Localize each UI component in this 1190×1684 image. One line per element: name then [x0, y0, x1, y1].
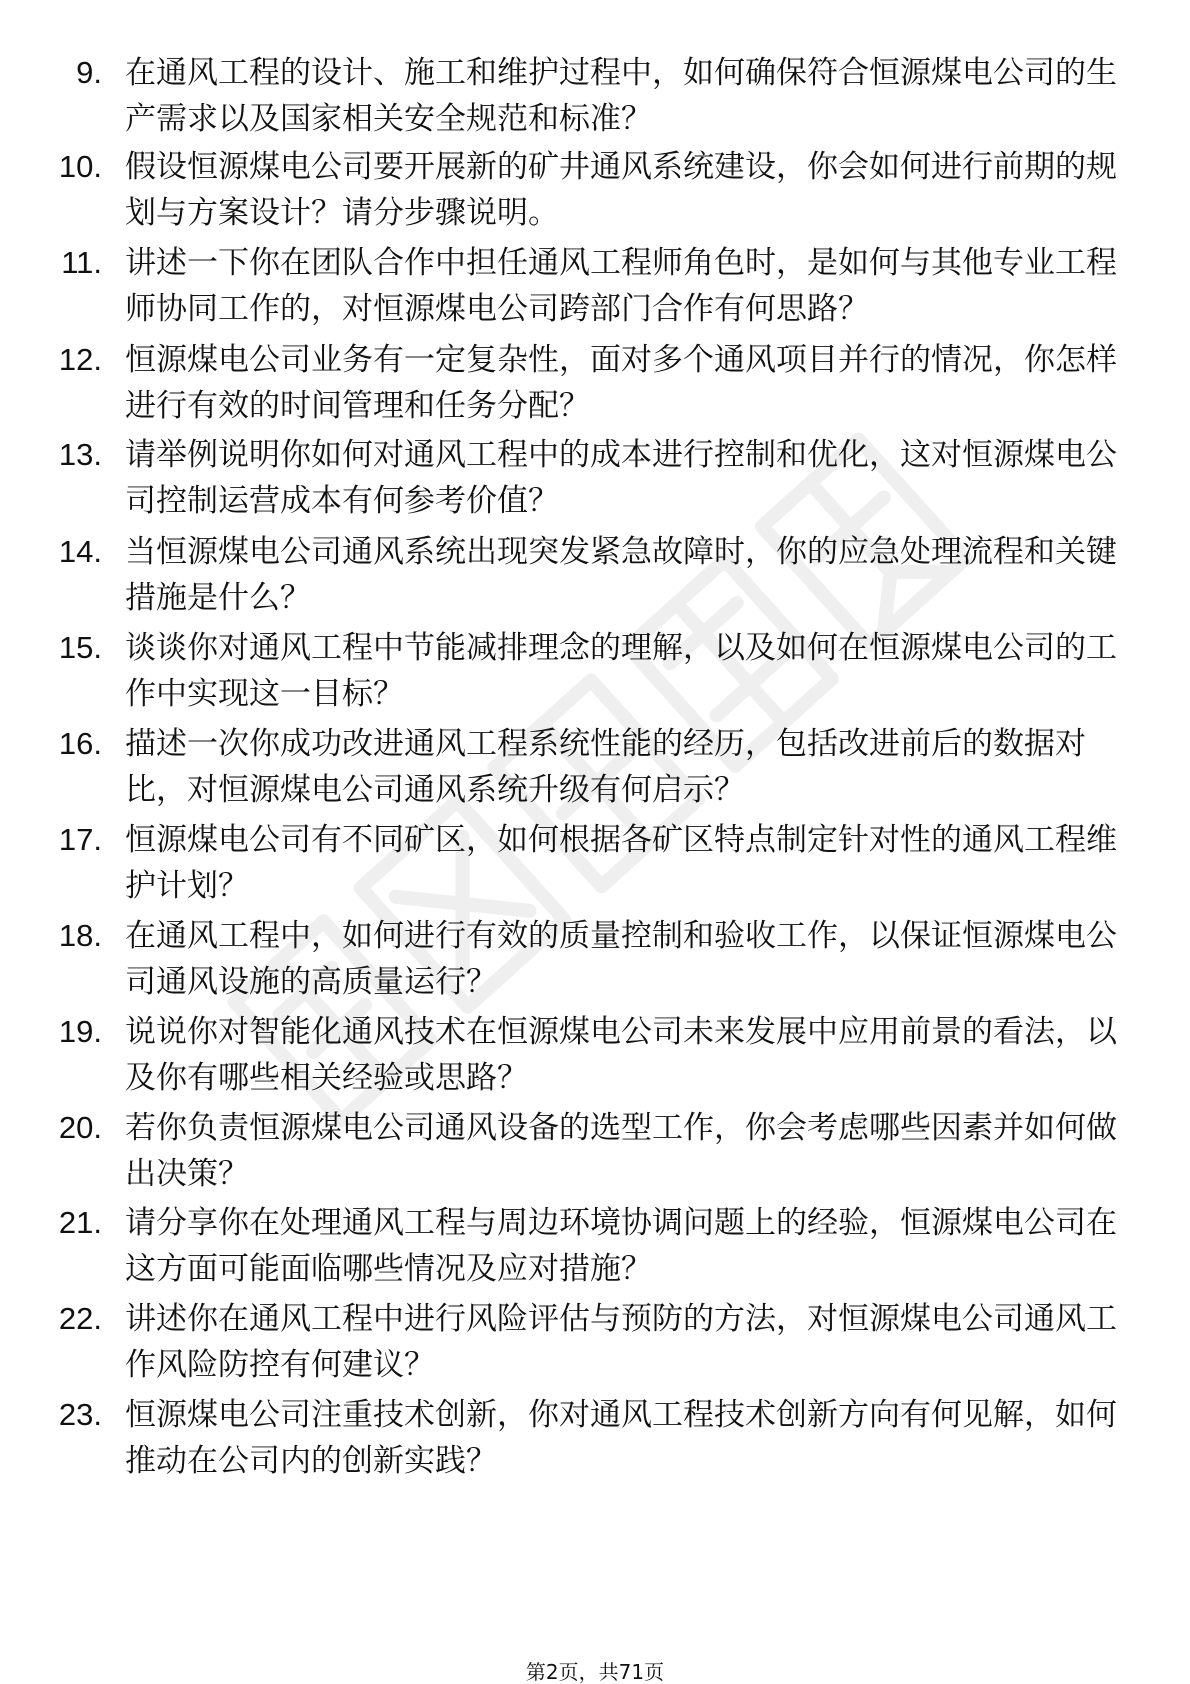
question-number: 13. [58, 437, 102, 472]
question-item [0, 529, 1190, 629]
question-item [0, 1296, 1190, 1396]
question-number: 17. [58, 822, 102, 857]
question-text: 在通风工程中，如何进行有效的质量控制和验收工作，以保证恒源煤电公司通风设施的高质量运行？ [125, 918, 1117, 1000]
question-number: 16. [58, 726, 102, 761]
question-number: 11. [61, 245, 102, 280]
question-item [0, 1009, 1190, 1109]
question-item [0, 721, 1190, 821]
question-text: 当恒源煤电公司通风系统出现突发紧急故障时，你的应急处理流程和关键措施是什么？ [125, 534, 1117, 616]
question-text: 请举例说明你如何对通风工程中的成本进行控制和优化，这对恒源煤电公司控制运营成本有何参考价值？ [125, 437, 1117, 519]
page-number: 第2页，共71页 [525, 1660, 665, 1684]
question-text: 请分享你在处理通风工程与周边环境协调问题上的经验，恒源煤电公司在这方面可能面临哪些情况及应对措施？ [125, 1205, 1117, 1287]
question-item [0, 50, 1190, 150]
question-text: 恒源煤电公司业务有一定复杂性，面对多个通风项目并行的情况，你怎样进行有效的时间管理和任务分配？ [125, 342, 1117, 424]
question-number: 23. [58, 1397, 102, 1432]
question-text: 讲述一下你在团队合作中担任通风工程师角色时，是如何与其他专业工程师协同工作的，对恒源煤电公司跨部门合作有何思路？ [125, 245, 1117, 327]
question-number: 9. [76, 55, 102, 90]
question-number: 22. [58, 1301, 102, 1336]
question-text: 假设恒源煤电公司要开展新的矿井通风系统建设，你会如何进行前期的规划与方案设计？请分步骤说明。 [125, 149, 1117, 231]
question-item [0, 337, 1190, 437]
question-number: 10. [58, 149, 102, 184]
question-text: 描述一次你成功改进通风工程系统性能的经历，包括改进前后的数据对比，对恒源煤电公司通风系统升级有何启示？ [125, 726, 1086, 808]
question-item [0, 432, 1190, 532]
question-text: 说说你对智能化通风技术在恒源煤电公司未来发展中应用前景的看法，以及你有哪些相关经验或思路？ [125, 1014, 1117, 1096]
question-item [0, 1200, 1190, 1300]
question-text: 若你负责恒源煤电公司通风设备的选型工作，你会考虑哪些因素并如何做出决策？ [125, 1110, 1117, 1192]
question-item [0, 817, 1190, 917]
question-text: 在通风工程的设计、施工和维护过程中，如何确保符合恒源煤电公司的生产需求以及国家相关安全规范和标准？ [125, 55, 1117, 137]
question-text: 恒源煤电公司注重技术创新，你对通风工程技术创新方向有何见解，如何推动在公司内的创新实践？ [125, 1397, 1117, 1479]
question-number: 20. [58, 1110, 102, 1145]
question-item [0, 144, 1190, 244]
question-item [0, 1105, 1190, 1205]
question-item [0, 625, 1190, 725]
question-number: 15. [58, 630, 102, 665]
question-item [0, 240, 1190, 340]
question-number: 18. [58, 918, 102, 953]
question-text: 谈谈你对通风工程中节能减排理念的理解，以及如何在恒源煤电公司的工作中实现这一目标？ [125, 630, 1117, 712]
question-number: 19. [58, 1014, 102, 1049]
question-item [0, 913, 1190, 1013]
question-text: 恒源煤电公司有不同矿区，如何根据各矿区特点制定针对性的通风工程维护计划？ [125, 822, 1117, 904]
question-number: 12. [58, 342, 102, 377]
question-number: 14. [58, 534, 102, 569]
question-text: 讲述你在通风工程中进行风险评估与预防的方法，对恒源煤电公司通风工作风险防控有何建议？ [125, 1301, 1117, 1383]
question-item [0, 1392, 1190, 1492]
question-number: 21. [58, 1205, 102, 1240]
